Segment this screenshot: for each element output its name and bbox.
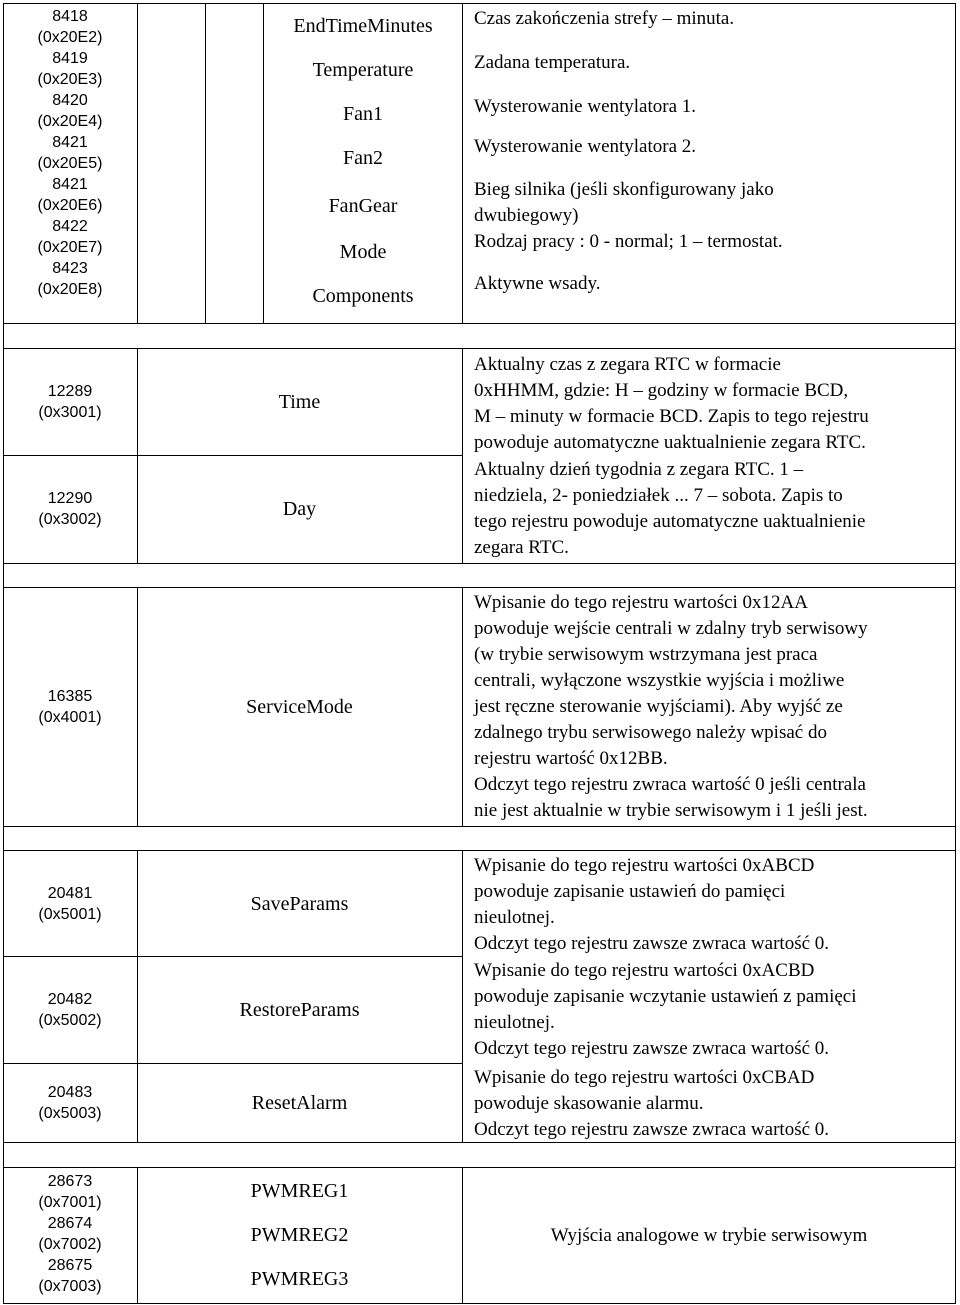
rule bbox=[955, 1142, 956, 1168]
address-decimal: 28673 bbox=[47, 1173, 93, 1190]
section-d-description-reset bbox=[474, 1065, 954, 1143]
description-line: Wpisanie do tego rejestru wartości 0xABCD bbox=[474, 855, 815, 876]
rule bbox=[3, 455, 463, 456]
register-name: PWMREG1 bbox=[250, 1180, 349, 1202]
address-decimal: 28674 bbox=[47, 1215, 93, 1232]
description-line: Wpisanie do tego rejestru wartości 0xACBD bbox=[474, 960, 815, 981]
address-decimal: 12290 bbox=[47, 490, 93, 507]
rule bbox=[3, 850, 956, 851]
rule bbox=[462, 587, 463, 827]
section-c-description bbox=[474, 590, 954, 826]
address-decimal: 20482 bbox=[47, 991, 93, 1008]
address-decimal: 20483 bbox=[47, 1084, 93, 1101]
description-line: (w trybie serwisowym wstrzymana jest praca bbox=[474, 644, 818, 665]
address-hex: (0x3002) bbox=[38, 511, 102, 528]
section-e-address-column bbox=[4, 1169, 136, 1303]
rule bbox=[3, 323, 4, 349]
description-line: Zadana temperatura. bbox=[474, 52, 631, 73]
register-name: Fan1 bbox=[343, 103, 383, 125]
section-d-address-save bbox=[4, 852, 136, 956]
rule bbox=[955, 563, 956, 588]
rule bbox=[955, 1167, 956, 1304]
description-line: Odczyt tego rejestru zawsze zwraca wartość 0. bbox=[474, 933, 830, 954]
rule bbox=[3, 826, 956, 827]
address-decimal: 8421 bbox=[52, 176, 88, 193]
rule bbox=[3, 1167, 4, 1304]
rule bbox=[137, 850, 138, 1143]
section-b-name-time: Time bbox=[278, 391, 321, 413]
section-d-description-save bbox=[474, 853, 954, 957]
section-d-description-restore bbox=[474, 958, 954, 1064]
address-hex: (0x5003) bbox=[38, 1105, 102, 1122]
rule bbox=[462, 348, 463, 564]
rule bbox=[3, 348, 4, 564]
description-line: nieulotnej. bbox=[474, 1012, 555, 1033]
rule bbox=[955, 3, 956, 324]
rule bbox=[462, 3, 463, 324]
rule bbox=[955, 323, 956, 349]
register-name: Fan2 bbox=[343, 147, 383, 169]
description-line: 0xHHMM, gdzie: H – godziny w formacie BCD, bbox=[474, 380, 849, 401]
description-line: centrali, wyłączone wszystkie wyjścia i możliwe bbox=[474, 670, 845, 691]
address-decimal: 8418 bbox=[52, 8, 88, 25]
description-line: Wysterowanie wentylatora 2. bbox=[474, 136, 697, 157]
rule bbox=[3, 1142, 4, 1168]
register-name: Temperature bbox=[312, 59, 414, 81]
rule bbox=[137, 587, 138, 827]
description-line: Wpisanie do tego rejestru wartości 0xCBAD bbox=[474, 1067, 815, 1088]
description-line: zdalnego trybu serwisowego należy wpisać do bbox=[474, 722, 827, 743]
rule bbox=[3, 587, 956, 588]
address-hex: (0x4001) bbox=[38, 709, 102, 726]
description-line: M – minuty w formacie BCD. Zapis to tego rejestru bbox=[474, 406, 869, 427]
section-d-name-reset: ResetAlarm bbox=[251, 1092, 348, 1114]
section-e-description: Wyjścia analogowe w trybie serwisowym bbox=[550, 1225, 868, 1246]
description-line: Odczyt tego rejestru zawsze zwraca wartość 0. bbox=[474, 1038, 830, 1059]
register-name: Mode bbox=[339, 241, 387, 263]
section-d-name-save: SaveParams bbox=[250, 893, 349, 915]
section-b-name-day: Day bbox=[282, 498, 317, 520]
rule bbox=[955, 850, 956, 1143]
description-line: Aktywne wsady. bbox=[474, 273, 601, 294]
address-hex: (0x7003) bbox=[38, 1278, 102, 1295]
description-line: powoduje skasowanie alarmu. bbox=[474, 1093, 704, 1114]
register-name: Components bbox=[312, 285, 414, 307]
rule bbox=[3, 1063, 463, 1064]
address-hex: (0x20E6) bbox=[37, 197, 103, 214]
rule bbox=[137, 1167, 138, 1304]
section-c-address bbox=[4, 589, 136, 825]
description-line: niedziela, 2- poniedziałek ... 7 – sobota. Zapis to bbox=[474, 485, 843, 506]
rule bbox=[3, 826, 4, 851]
description-line: rejestru wartość 0x12BB. bbox=[474, 748, 668, 769]
rule bbox=[205, 3, 206, 324]
rule bbox=[137, 348, 138, 564]
address-decimal: 28675 bbox=[47, 1257, 93, 1274]
rule bbox=[955, 587, 956, 827]
rule bbox=[3, 956, 463, 957]
rule bbox=[3, 1303, 956, 1304]
address-decimal: 16385 bbox=[47, 688, 93, 705]
description-line: tego rejestru powoduje automatyczne uaktualnienie bbox=[474, 511, 866, 532]
rule bbox=[3, 323, 956, 324]
rule bbox=[955, 826, 956, 851]
description-line: jest ręczne sterowanie wyjściami). Aby wyjść ze bbox=[474, 696, 843, 717]
description-line: Rodzaj pracy : 0 - normal; 1 – termostat. bbox=[474, 231, 783, 252]
rule bbox=[3, 587, 4, 827]
address-hex: (0x5002) bbox=[38, 1012, 102, 1029]
section-b-description-day bbox=[474, 457, 954, 563]
register-name: EndTimeMinutes bbox=[293, 15, 433, 37]
rule bbox=[3, 1167, 956, 1168]
section-c-name: ServiceMode bbox=[246, 696, 353, 718]
description-line: Wpisanie do tego rejestru wartości 0x12AA bbox=[474, 592, 808, 613]
section-b-address-time bbox=[4, 350, 136, 454]
rule bbox=[955, 348, 956, 564]
rule bbox=[3, 3, 4, 324]
description-line: zegara RTC. bbox=[474, 537, 569, 558]
description-line: Odczyt tego rejestru zawsze zwraca wartość 0. bbox=[474, 1119, 830, 1140]
description-line: Aktualny czas z zegara RTC w formacie bbox=[474, 354, 781, 375]
rule bbox=[3, 3, 956, 4]
section-b-address-day bbox=[4, 456, 136, 562]
description-line: nieulotnej. bbox=[474, 907, 555, 928]
rule bbox=[3, 563, 4, 588]
description-line: Bieg silnika (jeśli skonfigurowany jako bbox=[474, 179, 774, 200]
section-d-address-restore bbox=[4, 957, 136, 1063]
section-a-name-column bbox=[265, 4, 461, 322]
description-line: Wysterowanie wentylatora 1. bbox=[474, 96, 697, 117]
description-line: powoduje automatyczne uaktualnienie zegara RTC. bbox=[474, 432, 866, 453]
description-line: powoduje zapisanie ustawień do pamięci bbox=[474, 881, 786, 902]
address-decimal: 8422 bbox=[52, 218, 88, 235]
section-a-description-column bbox=[474, 5, 954, 323]
rule bbox=[3, 563, 956, 564]
section-d-address-reset bbox=[4, 1064, 136, 1142]
address-decimal: 8423 bbox=[52, 260, 88, 277]
address-hex: (0x20E4) bbox=[37, 113, 103, 130]
rule bbox=[263, 3, 264, 324]
register-name: PWMREG3 bbox=[250, 1268, 349, 1290]
description-line: nie jest aktualnie w trybie serwisowym i 1 jeśli jest. bbox=[474, 800, 868, 821]
rule bbox=[462, 1167, 463, 1304]
address-decimal: 8421 bbox=[52, 134, 88, 151]
rule bbox=[462, 850, 463, 1143]
address-hex: (0x20E8) bbox=[37, 281, 103, 298]
rule bbox=[137, 3, 138, 324]
address-decimal: 8419 bbox=[52, 50, 88, 67]
register-name: PWMREG2 bbox=[250, 1224, 349, 1246]
description-line: Odczyt tego rejestru zwraca wartość 0 jeśli centrala bbox=[474, 774, 866, 795]
description-line: powoduje zapisanie wczytanie ustawień z pamięci bbox=[474, 986, 857, 1007]
address-hex: (0x20E7) bbox=[37, 239, 103, 256]
rule bbox=[3, 1142, 956, 1143]
description-line: powoduje wejście centrali w zdalny tryb serwisowy bbox=[474, 618, 868, 639]
section-b-description-time bbox=[474, 352, 954, 456]
address-hex: (0x3001) bbox=[38, 404, 102, 421]
address-hex: (0x5001) bbox=[38, 906, 102, 923]
address-hex: (0x7001) bbox=[38, 1194, 102, 1211]
section-e-name-column bbox=[137, 1169, 462, 1303]
address-decimal: 12289 bbox=[47, 383, 93, 400]
description-line: Aktualny dzień tygodnia z zegara RTC. 1 – bbox=[474, 459, 804, 480]
section-a-address-column bbox=[4, 4, 136, 322]
address-hex: (0x20E5) bbox=[37, 155, 103, 172]
rule bbox=[3, 348, 956, 349]
address-hex: (0x7002) bbox=[38, 1236, 102, 1253]
rule bbox=[3, 850, 4, 1143]
address-hex: (0x20E2) bbox=[37, 29, 103, 46]
description-line: Czas zakończenia strefy – minuta. bbox=[474, 8, 735, 29]
section-d-name-restore: RestoreParams bbox=[239, 999, 360, 1021]
address-decimal: 20481 bbox=[47, 885, 93, 902]
address-hex: (0x20E3) bbox=[37, 71, 103, 88]
address-decimal: 8420 bbox=[52, 92, 88, 109]
register-name: FanGear bbox=[328, 195, 398, 217]
description-line: dwubiegowy) bbox=[474, 205, 579, 226]
